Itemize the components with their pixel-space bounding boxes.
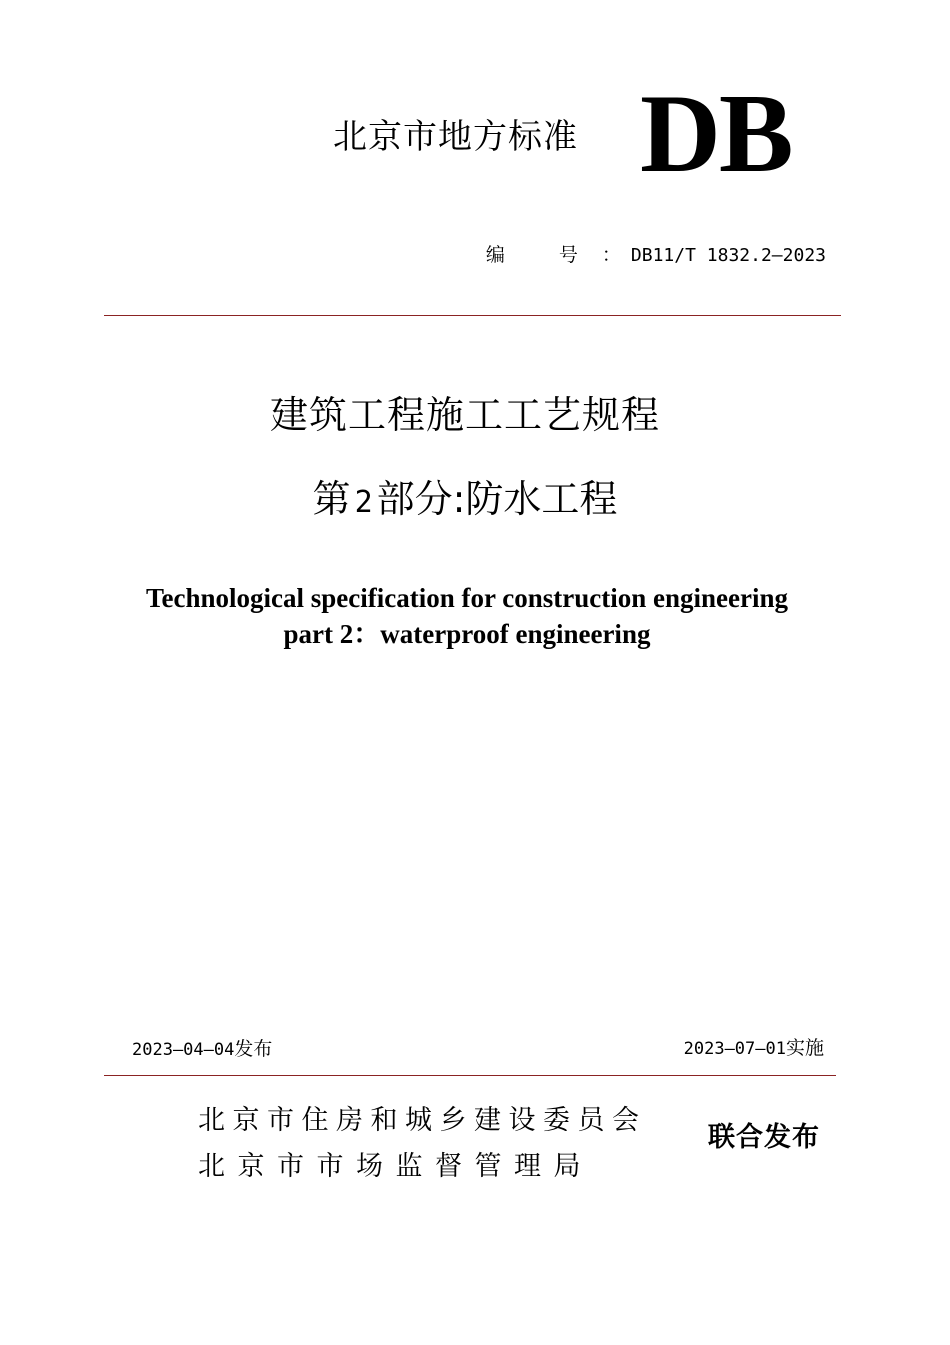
subtitle-suffix: 部分:防水工程 (376, 477, 618, 521)
standard-label: 北京市地方标准 (333, 117, 578, 157)
issue-label: 发布 (234, 1038, 273, 1060)
top-divider (104, 315, 841, 316)
title-english-line-1: Technological specification for construction engineering (146, 583, 788, 613)
title-chinese: 建筑工程施工工艺规程 (269, 393, 660, 437)
implementation-date-value: 2023—07—01 (683, 1039, 786, 1059)
issue-date (132, 1040, 272, 1059)
issue-date-value: 2023—04—04 (132, 1040, 235, 1060)
standard-number-label: 编 号： (485, 244, 645, 266)
subtitle-prefix: 第 (312, 477, 351, 521)
implementation-date (684, 1039, 824, 1058)
standard-number (486, 246, 826, 265)
joint-issue-label: 联合发布 (708, 1122, 820, 1153)
standard-number-value: DB11/T 1832.2—2023 (630, 245, 826, 266)
implementation-label: 实施 (785, 1037, 824, 1059)
issuer-market-regulation: 北京市市场监督管理局 (198, 1151, 593, 1182)
bottom-divider (104, 1075, 836, 1076)
subtitle-chinese (0, 477, 930, 521)
title-english (0, 580, 934, 652)
subtitle-part-number: 2 (354, 485, 373, 520)
title-english-line-2: part 2：waterproof engineering (283, 619, 651, 649)
db-mark: DB (640, 72, 792, 196)
issuer-housing-commission: 北京市住房和城乡建设委员会 (198, 1105, 647, 1136)
